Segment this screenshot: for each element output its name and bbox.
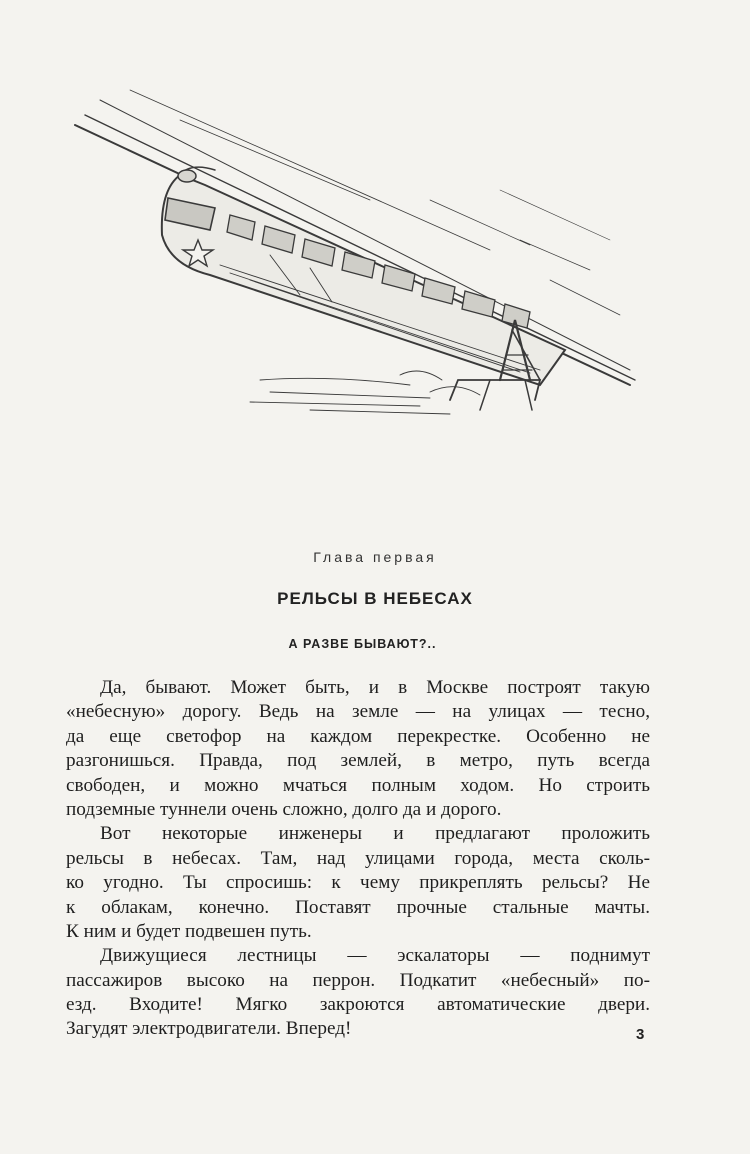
text-line: езд. Входите! Мягко закроются автоматические двери. — [66, 994, 650, 1016]
text-line: подземные туннели очень сложно, долго да и дорого. — [66, 798, 502, 820]
chapter-title: РЕЛЬСЫ В НЕБЕСАХ — [277, 589, 473, 608]
text-line: Да, бывают. Может быть, и в Москве построят такую — [100, 677, 650, 698]
page-number: 3 — [636, 1026, 645, 1043]
text-line: свободен, и можно мчаться полным ходом. Но строить — [66, 774, 650, 796]
text-line: рельсы в небесах. Там, над улицами города, места сколь- — [66, 847, 650, 869]
text-line: «небесную» дорогу. Ведь на земле — на улицах — тесно, — [66, 701, 650, 723]
text-line: к облакам, конечно. Поставят прочные стальные мачты. — [66, 896, 650, 918]
text-line: да еще светофор на каждом перекрестке. Особенно не — [66, 725, 650, 747]
chapter-label: Глава первая — [313, 549, 437, 565]
text-line: разгонишься. Правда, под землей, в метро, путь всегда — [66, 750, 650, 772]
monorail-train-illustration — [70, 80, 640, 440]
text-line: Вот некоторые инженеры и предлагают проложить — [100, 823, 650, 845]
paragraph — [66, 944, 650, 1042]
paragraph — [66, 822, 650, 944]
text-line: пассажиров высоко на перрон. Подкатит «небесный» по- — [66, 969, 650, 991]
text-line: К ним и будет подвешен путь. — [66, 920, 312, 942]
paragraph — [66, 676, 650, 822]
body-text — [66, 676, 650, 1042]
section-title: А РАЗВЕ БЫВАЮТ?.. — [288, 637, 437, 651]
text-line: ко угодно. Ты спросишь: к чему прикреплять рельсы? Не — [66, 872, 650, 894]
text-line: Загудят электродвигатели. Вперед! — [66, 1018, 352, 1040]
text-line: Движущиеся лестницы — эскалаторы — поднимут — [100, 945, 650, 967]
